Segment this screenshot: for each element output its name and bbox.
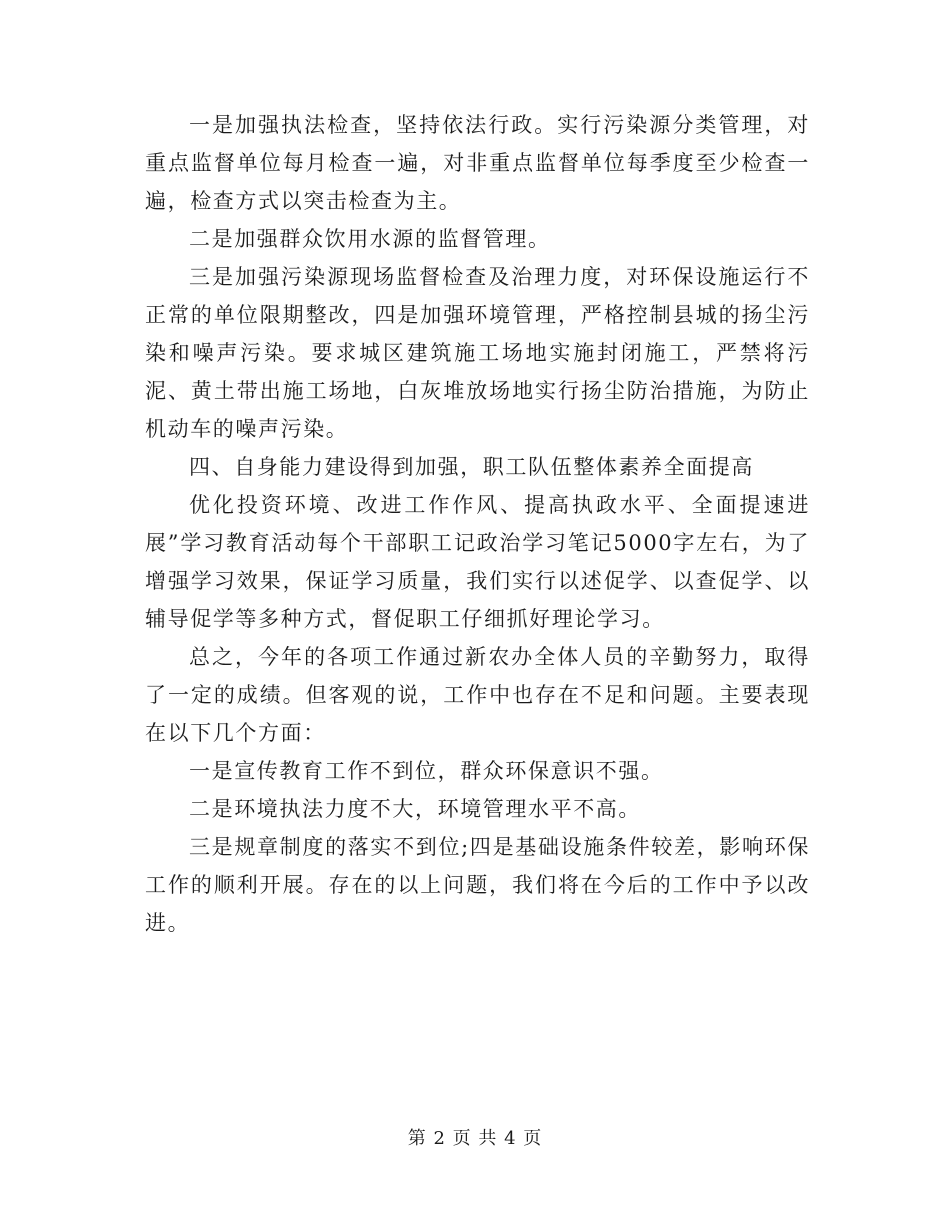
paragraph-3: 三是加强污染源现场监督检查及治理力度，对环保设施运行不正常的单位限期整改，四是加强环境管理，严格控制县城的扬尘污染和噪声污染。要求城区建筑施工场地实施封闭施工，严禁将污泥、黄土带出施工场地，白灰堆放场地实行扬尘防治措施，为防止机动车的噪声污染。 <box>145 265 810 441</box>
document-body <box>145 106 810 942</box>
paragraph-9: 三是规章制度的落实不到位;四是基础设施条件较差，影响环保工作的顺利开展。存在的以上问题，我们将在今后的工作中予以改进。 <box>145 835 810 935</box>
page-number-label: 第 2 页 共 4 页 <box>407 1128 543 1149</box>
paragraph-7: 一是宣传教育工作不到位，群众环保意识不强。 <box>189 759 664 783</box>
paragraph-5: 优化投资环境、改进工作作风、提高执政水平、全面提速进展”学习教育活动每个干部职工记政治学习笔记5000字左右，为了增强学习效果，保证学习质量，我们实行以述促学、以查促学、以辅导促学等多种方式，督促职工仔细抓好理论学习。 <box>145 493 810 631</box>
page-number-footer <box>0 1124 950 1150</box>
paragraph-4-heading: 四、自身能力建设得到加强，职工队伍整体素养全面提高 <box>189 455 754 479</box>
paragraph-1: 一是加强执法检查，坚持依法行政。实行污染源分类管理，对重点监督单位每月检查一遍，对非重点监督单位每季度至少检查一遍，检查方式以突击检查为主。 <box>145 113 810 213</box>
paragraph-6: 总之，今年的各项工作通过新农办全体人员的辛勤努力，取得了一定的成绩。但客观的说，工作中也存在不足和问题。主要表现在以下几个方面： <box>145 645 810 745</box>
paragraph-8: 二是环境执法力度不大，环境管理水平不高。 <box>189 797 641 821</box>
paragraph-2: 二是加强群众饮用水源的监督管理。 <box>189 227 551 251</box>
